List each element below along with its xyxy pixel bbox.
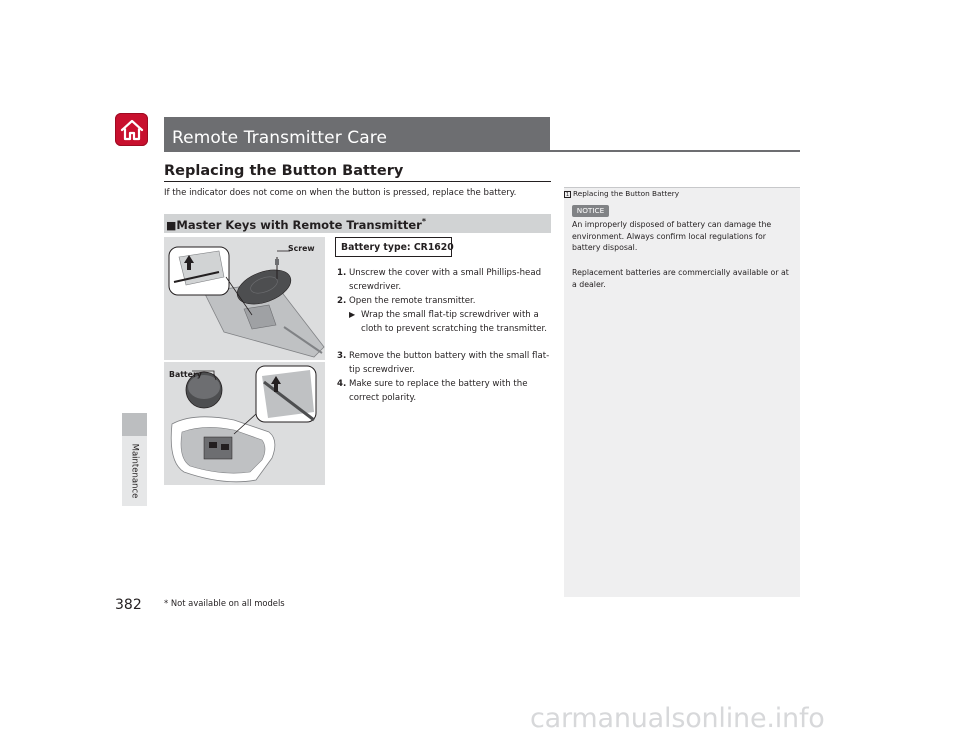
triangle-right-icon: ▶ <box>349 310 356 319</box>
step-text: Remove the button battery with the small flat-tip screwdriver. <box>349 351 550 375</box>
step-text: Make sure to replace the battery with the correct polarity. <box>349 379 528 403</box>
key-cover-illustration <box>164 237 325 360</box>
home-button[interactable] <box>115 113 148 146</box>
step-number: 3. <box>337 351 347 361</box>
battery-type: Battery type: CR1620 <box>341 242 454 253</box>
sidebar-rule <box>564 187 800 188</box>
steps-list <box>337 266 551 405</box>
notice-badge: NOTICE <box>572 205 609 217</box>
side-tab[interactable] <box>122 436 147 506</box>
step-subnote-text: Wrap the small flat-tip screwdriver with a cloth to prevent scratching the transmitter. <box>361 310 548 334</box>
step-number: 1. <box>337 268 347 278</box>
step-number: 2. <box>337 296 347 306</box>
step-text: Open the remote transmitter. <box>349 296 476 306</box>
step-1 <box>337 266 551 294</box>
subsection-header <box>164 214 551 233</box>
illustration-remove-battery <box>164 362 325 485</box>
notice-text: An improperly disposed of battery can damage the environment. Always confirm local regulations for battery disposal. <box>572 220 772 253</box>
screw-label: Screw <box>288 244 315 253</box>
section-title: Replacing the Button Battery <box>164 163 404 179</box>
side-tab-marker <box>122 413 147 436</box>
home-icon <box>120 119 144 141</box>
title-rule <box>164 150 800 152</box>
page-title: Remote Transmitter Care <box>172 128 388 148</box>
battery-label: Battery <box>169 370 202 379</box>
illustration-unscrew-cover <box>164 237 325 360</box>
step-2-subnote <box>337 308 551 336</box>
step-3 <box>337 349 551 377</box>
subsection-title-wrap <box>166 217 426 232</box>
side-tab-label: Maintenance <box>129 443 140 499</box>
sidebar-heading-text: Replacing the Button Battery <box>573 189 680 198</box>
sidebar-note: Replacement batteries are commercially available or at a dealer. <box>572 268 789 289</box>
step-4 <box>337 377 551 405</box>
subsection-asterisk[interactable]: * <box>421 217 426 226</box>
step-number: 4. <box>337 379 347 389</box>
subsection-marker: ■ <box>166 218 177 232</box>
subsection-title: Master Keys with Remote Transmitter <box>176 217 422 232</box>
sidebar-heading <box>564 189 679 198</box>
step-text: Unscrew the cover with a small Phillips-head screwdriver. <box>349 268 542 292</box>
page-number: 382 <box>115 597 142 613</box>
watermark: carmanualsonline.info <box>530 703 825 734</box>
page-title-bar <box>164 117 550 151</box>
battery-illustration <box>164 362 325 485</box>
section-rule <box>164 181 551 182</box>
reference-mark: 1 <box>565 192 570 198</box>
step-2 <box>337 294 551 308</box>
footnote: * Not available on all models <box>164 598 285 608</box>
battery-type-box <box>335 237 452 257</box>
intro-text: If the indicator does not come on when the button is pressed, replace the battery. <box>164 188 517 198</box>
